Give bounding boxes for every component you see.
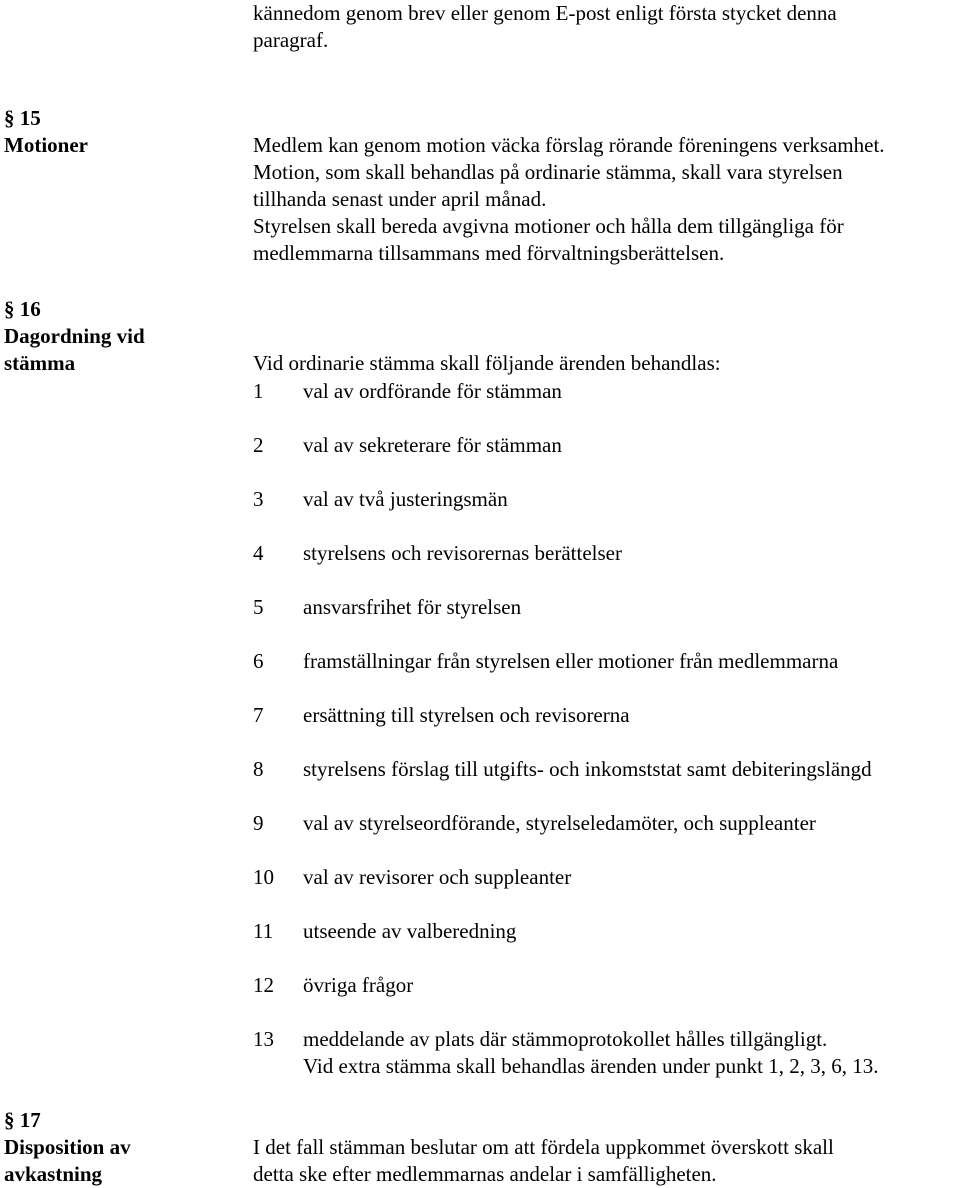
agenda-item-number: 13	[253, 1027, 274, 1051]
section-17-title-line-2: avkastning	[4, 1162, 103, 1186]
section-15-line-4: Styrelsen skall bereda avgivna motioner och hålla dem tillgängliga för	[253, 214, 844, 238]
agenda-item-text: framställningar från styrelsen eller motioner från medlemmarna	[303, 649, 839, 673]
agenda-item-number: 5	[253, 595, 264, 619]
agenda-item-number: 1	[253, 379, 264, 403]
agenda-item-number: 11	[253, 919, 274, 943]
section-17-line-2: detta ske efter medlemmarnas andelar i samfälligheten.	[253, 1162, 717, 1186]
agenda-item-text: övriga frågor	[303, 973, 414, 997]
intro-line-1: kännedom genom brev eller genom E-post enligt första stycket denna	[253, 1, 837, 25]
agenda-item-text: val av sekreterare för stämman	[303, 433, 562, 457]
agenda-item-number: 8	[253, 757, 264, 781]
agenda-item-text: styrelsens förslag till utgifts- och inkomststat samt debiteringslängd	[303, 757, 872, 781]
agenda-item-text: ansvarsfrihet för styrelsen	[303, 595, 522, 619]
section-15-line-3: tillhanda senast under april månad.	[253, 187, 547, 211]
agenda-item-number: 3	[253, 487, 264, 511]
section-16-intro: Vid ordinarie stämma skall följande ärenden behandlas:	[253, 351, 721, 375]
agenda-item-text: val av ordförande för stämman	[303, 379, 562, 403]
section-15-line-5: medlemmarna tillsammans med förvaltningsberättelsen.	[253, 241, 725, 265]
section-15-number: § 15	[4, 106, 41, 130]
section-17-line-1: I det fall stämman beslutar om att fördela uppkommet överskott skall	[253, 1135, 834, 1159]
agenda-item-number: 12	[253, 973, 274, 997]
agenda-item-number: 2	[253, 433, 264, 457]
agenda-item-number: 10	[253, 865, 274, 889]
section-15-line-2: Motion, som skall behandlas på ordinarie stämma, skall vara styrelsen	[253, 160, 843, 184]
agenda-item-text: styrelsens och revisorernas berättelser	[303, 541, 622, 565]
section-16-title-line-2: stämma	[4, 351, 76, 375]
section-15-line-1: Medlem kan genom motion väcka förslag rörande föreningens verksamhet.	[253, 133, 885, 157]
agenda-item-text: val av två justeringsmän	[303, 487, 508, 511]
intro-line-2: paragraf.	[253, 28, 329, 52]
agenda-item-text: meddelande av plats där stämmoprotokollet hålles tillgängligt.	[303, 1027, 828, 1051]
section-16-number: § 16	[4, 297, 41, 321]
agenda-item-text: val av styrelseordförande, styrelseledamöter, och suppleanter	[303, 811, 816, 835]
section-17-number: § 17	[4, 1108, 41, 1132]
agenda-item-text: utseende av valberedning	[303, 919, 517, 943]
section-15-title: Motioner	[4, 133, 88, 157]
extra-meeting-note: Vid extra stämma skall behandlas ärenden under punkt 1, 2, 3, 6, 13.	[303, 1054, 879, 1078]
agenda-item-text: ersättning till styrelsen och revisorerna	[303, 703, 630, 727]
agenda-item-number: 7	[253, 703, 264, 727]
section-16-title-line-1: Dagordning vid	[4, 324, 145, 348]
section-17-title-line-1: Disposition av	[4, 1135, 131, 1159]
agenda-item-number: 4	[253, 541, 264, 565]
agenda-item-number: 6	[253, 649, 264, 673]
agenda-item-number: 9	[253, 811, 264, 835]
agenda-item-text: val av revisorer och suppleanter	[303, 865, 572, 889]
